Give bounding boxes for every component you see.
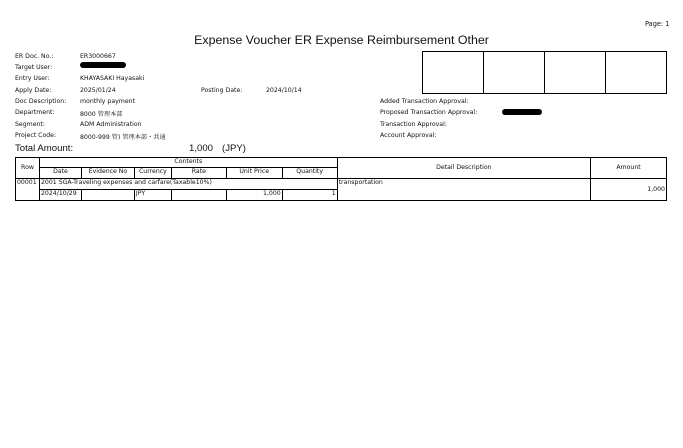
row-number: 00001 [16,179,40,201]
row-rate [171,190,226,201]
total-amount-label: Total Amount: [15,143,74,154]
apply-date-label: Apply Date: [15,87,52,94]
approval-box [484,52,545,94]
segment-value: ADM Administration [80,121,142,128]
header-detail-description: Detail Description [337,158,590,179]
row-detail-description: transportation [337,179,590,201]
row-quantity: 1 [282,190,337,201]
approval-box [606,52,667,94]
proposed-approval-label: Proposed Transaction Approval: [380,109,478,116]
row-account: 2001 SGA-Traveling expenses and carfare(Taxable10%) [39,179,337,190]
header-contents: Contents [39,158,337,168]
header-quantity: Quantity [282,168,337,179]
document-title: Expense Voucher ER Expense Reimbursement Other [194,33,489,47]
transaction-approval-label: Transaction Approval: [380,121,447,128]
approval-box [545,52,606,94]
proposed-approval-redaction [502,109,542,116]
row-evidence-no [81,190,134,201]
doc-description-label: Doc Description: [15,98,67,105]
department-value: 8000 管理本部 [80,111,123,118]
row-unit-price: 1,000 [226,190,282,201]
target-user-label: Target User: [15,64,53,71]
target-user-redaction [80,62,126,69]
segment-label: Segment: [15,121,45,128]
added-approval-label: Added Transaction Approval: [380,98,469,105]
header-date: Date [39,168,81,179]
doc-description-value: monthly payment [80,98,135,105]
page-number: Page: 1 [645,20,670,28]
project-code-label: Project Code: [15,132,57,139]
entry-user-value: KHAYASAKI Hayasaki [80,75,145,82]
total-amount-value: 1,000 [189,143,214,154]
expense-lines-table [15,157,667,201]
project-code-value: 8000-999 管) 管理本部・共通 [80,134,166,141]
header-amount: Amount [591,158,667,179]
posting-date-label: Posting Date: [201,87,243,94]
approval-box [423,52,484,94]
row-date: 2024/10/29 [39,190,81,201]
entry-user-label: Entry User: [15,75,50,82]
approval-stamp-boxes [422,51,667,94]
header-row: Row [16,158,40,179]
er-doc-no-value: ER3000667 [80,53,116,60]
header-unit-price: Unit Price [226,168,282,179]
apply-date-value: 2025/01/24 [80,87,116,94]
row-currency: JPY [134,190,171,201]
header-currency: Currency [134,168,171,179]
posting-date-value: 2024/10/14 [266,87,302,94]
er-doc-no-label: ER Doc. No.: [15,53,54,60]
department-label: Department: [15,109,55,116]
header-rate: Rate [171,168,226,179]
row-amount: 1,000 [591,179,667,201]
total-amount-currency: (JPY) [222,143,246,154]
table-row [16,179,667,190]
account-approval-label: Account Approval: [380,132,437,139]
header-evidence-no: Evidence No [81,168,134,179]
